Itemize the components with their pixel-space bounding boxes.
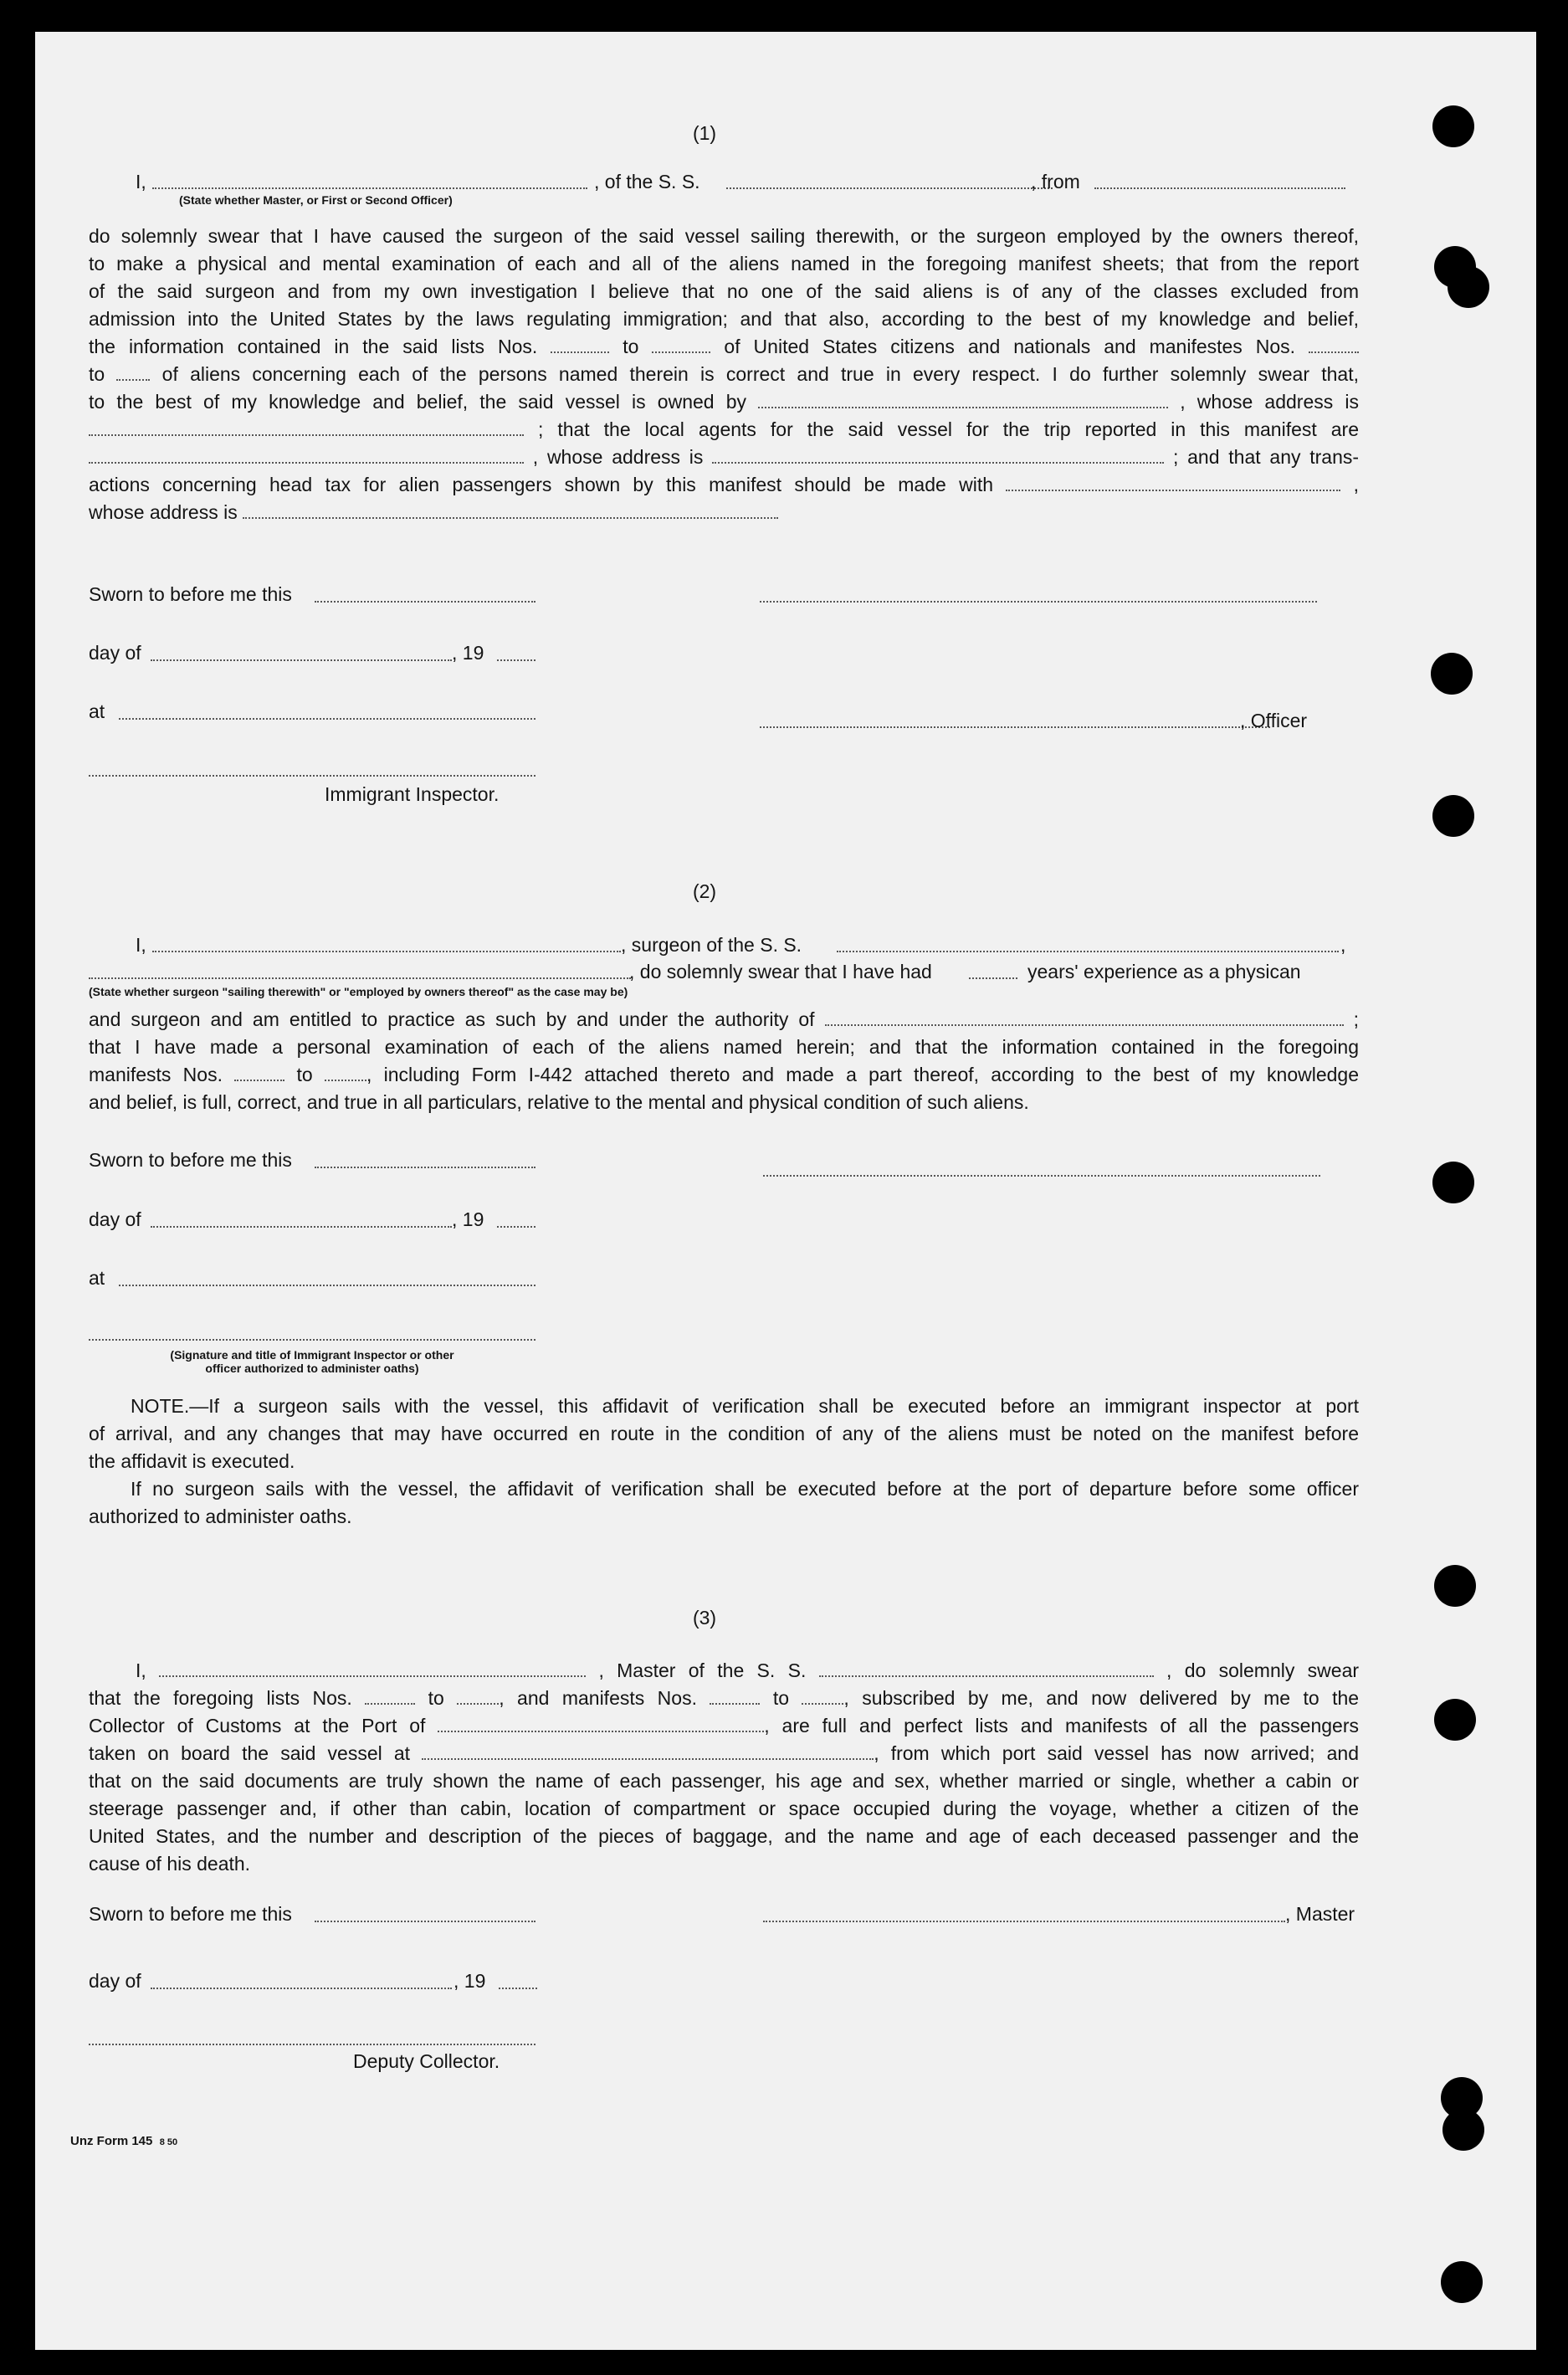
- s2-note: [89, 1393, 1359, 1531]
- s3-day-of: day of: [89, 1970, 141, 1992]
- s2-manifests-nos: manifests Nos.: [89, 1064, 223, 1085]
- s1-inspector: Immigrant Inspector.: [325, 783, 500, 805]
- form-id-text: Unz Form 145: [70, 2134, 153, 2148]
- s3-to: to: [428, 1687, 444, 1709]
- punch-hole: [1432, 105, 1474, 147]
- punch-hole: [1431, 653, 1473, 695]
- s3-body: [89, 1657, 1359, 1878]
- s3-body-line: [89, 1740, 1359, 1767]
- s3-year-line: [499, 1988, 537, 1989]
- form-id: [70, 2134, 177, 2150]
- s3-to-2: to: [772, 1687, 789, 1709]
- s3-body-line: United States, and the number and description of the pieces of baggage, and the name and age of each deceased passenger and the: [89, 1825, 1359, 1847]
- s3-manifests-nos: , and manifests Nos.: [499, 1687, 697, 1709]
- s3-body-line: [89, 1657, 1359, 1685]
- s1-body-line: actions concerning head tax for alien passengers shown by this manifest should be made with ,: [89, 474, 1359, 495]
- s1-whose-address-2: , whose address is: [532, 446, 704, 468]
- s3-body-line: cause of his death.: [89, 1853, 251, 1875]
- s1-aliens: of aliens concerning each of the persons named therein is correct and true in every respect. I do further solemnly swear that,: [161, 363, 1359, 385]
- punch-hole: [1442, 2109, 1484, 2151]
- punch-hole: [1448, 266, 1489, 308]
- s2-comma: ,: [1340, 934, 1346, 956]
- s3-i: I,: [136, 1659, 146, 1681]
- s2-note-line: [89, 1393, 1359, 1420]
- s2-body-line: that I have made a personal examination of each of the aliens named herein; and that the information contained in the foregoing: [89, 1036, 1359, 1058]
- s2-inspector-line: [89, 1339, 535, 1341]
- s1-to: to: [623, 336, 639, 357]
- s1-body-line: [89, 361, 1359, 388]
- s2-solemnly: , do solemnly swear that I have had: [629, 961, 932, 982]
- s1-inspector-line: [89, 775, 535, 777]
- s2-signature-line: [763, 1175, 1320, 1177]
- s2-body: [89, 1006, 1359, 1116]
- s1-officer: , Officer: [1240, 710, 1308, 731]
- s3-arrived: , from which port said vessel has now arrived; and: [874, 1742, 1359, 1764]
- section-1-number: (1): [692, 122, 717, 144]
- s3-body-line: [89, 1712, 1359, 1740]
- s1-body-line: of the said surgeon and from my own investigation I believe that no one of the said aliens is of any of the classes excluded from: [89, 280, 1359, 302]
- s2-note-line: of arrival, and any changes that may have occurred en route in the condition of any of the aliens must be noted on the manifest before: [89, 1423, 1359, 1444]
- s1-head-tax: actions concerning head tax for alien passengers shown by this manifest should be made with: [89, 474, 994, 495]
- section-2-number: (2): [692, 880, 717, 902]
- s2-body-line: and surgeon and am entitled to practice as such by and under the authority of ;: [89, 1008, 1359, 1030]
- s3-master-of-ss: , Master of the S. S.: [598, 1659, 807, 1681]
- s3-lists-nos: that the foregoing lists Nos.: [89, 1687, 352, 1709]
- punch-hole: [1434, 1699, 1476, 1741]
- s3-day-line: [151, 1988, 452, 1989]
- s2-note-text: If no surgeon sails with the vessel, the affidavit of verification shall be executed before at the port of departure before some officer: [131, 1478, 1359, 1500]
- punch-hole: [1434, 1565, 1476, 1607]
- s2-years: years' experience as a physican: [1027, 961, 1301, 982]
- s1-i: I,: [136, 171, 146, 192]
- s1-at: at: [89, 700, 105, 722]
- s2-surgeon-name-line: [152, 951, 621, 952]
- s3-19: , 19: [453, 1970, 486, 1992]
- s1-19: , 19: [452, 642, 484, 664]
- s2-day-line: [151, 1226, 452, 1228]
- s1-any-trans: ; and that any trans-: [1172, 446, 1360, 468]
- s3-sworn: Sworn to before me this: [89, 1903, 292, 1925]
- s1-from: , from: [1031, 171, 1080, 192]
- s1-officer-caption: (State whether Master, or First or Second Officer): [179, 193, 453, 207]
- s2-19: , 19: [452, 1208, 484, 1230]
- s3-deputy-line: [89, 2044, 535, 2045]
- s3-deputy: Deputy Collector.: [353, 2050, 500, 2072]
- s3-body-line: that on the said documents are truly shown the name of each passenger, his age and sex, whether married or single, whether a cabin or: [89, 1770, 1359, 1792]
- s2-sworn: Sworn to before me this: [89, 1149, 292, 1171]
- s1-sworn-line: [315, 601, 535, 603]
- s2-authority: and surgeon and am entitled to practice as such by and under the authority of: [89, 1008, 815, 1030]
- s2-note-line: authorized to administer oaths.: [89, 1506, 352, 1527]
- s2-signature-caption-1: (Signature and title of Immigrant Inspector or other: [170, 1348, 454, 1362]
- s2-sworn-line: [315, 1167, 535, 1168]
- s2-body-line: and belief, is full, correct, and true in all particulars, relative to the mental and physical condition of such aliens.: [89, 1091, 1029, 1113]
- s1-body: [89, 223, 1359, 526]
- s2-to: to: [296, 1064, 313, 1085]
- s1-lists-nos: the information contained in the said lists Nos.: [89, 336, 538, 357]
- s1-of-ss: , of the S. S.: [594, 171, 700, 192]
- s1-body-line: to make a physical and mental examination of each and all of the aliens named in the foregoing manifest sheets; that from the report: [89, 253, 1359, 274]
- s1-day-line: [151, 659, 452, 661]
- s2-years-line: [969, 977, 1017, 979]
- s1-body-line: [89, 416, 1359, 444]
- s2-day-of: day of: [89, 1208, 141, 1230]
- s3-master: , Master: [1285, 1903, 1355, 1925]
- s1-day-of: day of: [89, 642, 141, 664]
- s2-note-line: the affidavit is executed.: [89, 1450, 295, 1472]
- s3-taken-on-board: taken on board the said vessel at: [89, 1742, 411, 1764]
- punch-hole: [1432, 1162, 1474, 1203]
- punch-hole: [1432, 795, 1474, 837]
- s1-year-line: [497, 659, 535, 661]
- s1-body-line: admission into the United States by the laws regulating immigration; and that also, according to the best of my knowledge and belief,: [89, 308, 1359, 330]
- s3-body-line: steerage passenger and, if other than cabin, location of compartment or space occupied during the voyage, whether a citizen of the: [89, 1798, 1359, 1819]
- s2-i: I,: [136, 934, 146, 956]
- s1-whose-address: , whose address is: [1180, 391, 1360, 413]
- s1-body-line: [89, 388, 1359, 416]
- s3-master-line: [763, 1921, 1285, 1922]
- s1-body-line: [89, 333, 1359, 361]
- s1-owned-by: to the best of my knowledge and belief, the said vessel is owned by: [89, 391, 746, 413]
- s1-ship-line: [726, 187, 1053, 189]
- s1-local-agents: ; that the local agents for the said vessel for the trip reported in this manifest are: [537, 418, 1359, 440]
- s2-note-text: NOTE.—If a surgeon sails with the vessel, this affidavit of verification shall be executed before an immigrant inspector at port: [131, 1395, 1359, 1417]
- section-3-number: (3): [692, 1607, 717, 1629]
- s2-at-line: [119, 1285, 535, 1286]
- s2-caption: (State whether surgeon "sailing therewith" or "employed by owners thereof" as the case may be): [89, 985, 628, 998]
- s2-signature-caption-2: officer authorized to administer oaths): [205, 1362, 419, 1375]
- s1-sworn: Sworn to before me this: [89, 583, 292, 605]
- form-page: [35, 32, 1536, 2350]
- s2-at: at: [89, 1267, 105, 1289]
- s2-surgeon-of-ss: , surgeon of the S. S.: [621, 934, 802, 956]
- s1-from-line: [1094, 187, 1345, 189]
- s3-collector: Collector of Customs at the Port of: [89, 1715, 426, 1736]
- s1-officer-line: [760, 726, 1270, 728]
- punch-hole: [1441, 2261, 1483, 2303]
- s3-subscribed: , subscribed by me, and now delivered by me to the: [843, 1687, 1360, 1709]
- s2-capacity-line: [89, 977, 631, 979]
- form-date: 8 50: [159, 2137, 178, 2147]
- s2-ship-line: [837, 951, 1339, 952]
- s1-to-2: to: [89, 363, 105, 385]
- s1-citizens: of United States citizens and nationals and manifestes Nos.: [724, 336, 1296, 357]
- s1-body-line: do solemnly swear that I have caused the surgeon of the said vessel sailing therewith, or the surgeon employed by the owners thereof,: [89, 225, 1359, 247]
- s2-including: , including Form I-442 attached thereto and made a part thereof, according to the best of my knowledge: [366, 1064, 1360, 1085]
- s3-full-perfect: , are full and perfect lists and manifests of all the passengers: [764, 1715, 1359, 1736]
- s1-body-line: [89, 444, 1359, 471]
- s3-sworn-line: [315, 1921, 535, 1922]
- s1-whose-address-3: whose address is: [89, 501, 238, 523]
- s1-signature-line: [760, 601, 1317, 603]
- s2-body-line: [89, 1061, 1359, 1089]
- s1-at-line: [119, 718, 535, 720]
- s3-solemnly: , do solemnly swear: [1166, 1659, 1360, 1681]
- s2-note-line: [89, 1475, 1359, 1503]
- s1-body-line: [89, 499, 1359, 526]
- s2-year-line: [497, 1226, 535, 1228]
- s1-officer-name-line: [152, 187, 587, 189]
- s3-body-line: [89, 1685, 1359, 1712]
